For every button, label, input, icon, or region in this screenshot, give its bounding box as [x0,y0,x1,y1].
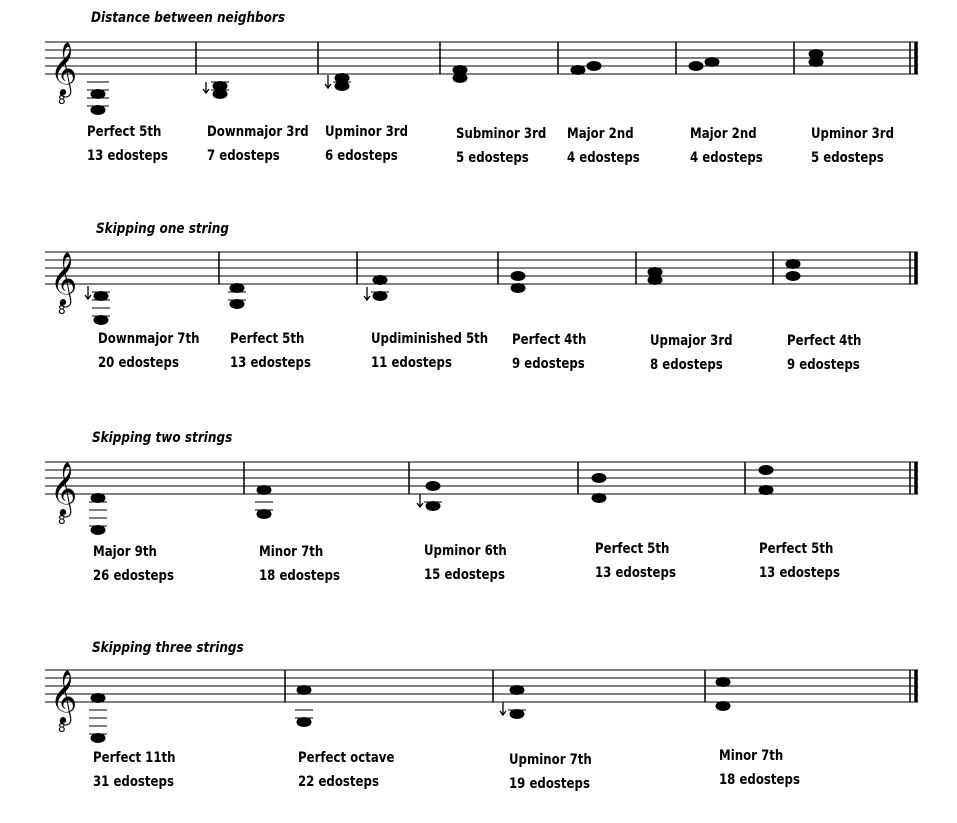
interval-label: Downmajor 7th 20 edosteps [98,331,200,371]
staff-lines [45,252,918,284]
interval-label: Upminor 6th 15 edosteps [424,543,507,583]
treble-8vb-clef-icon [50,461,77,527]
staff-2 [0,210,957,330]
svg-text:8: 8 [58,513,66,527]
svg-text:𝄞: 𝄞 [50,251,78,305]
interval-label: Perfect 5th 13 edosteps [230,331,311,371]
interval-label: Upminor 7th 19 edosteps [509,752,592,792]
interval-label: Downmajor 3rd 7 edosteps [207,124,309,164]
interval-label: Perfect 4th 9 edosteps [787,333,862,373]
interval-label: Upminor 3rd 6 edosteps [325,124,409,164]
interval-label: Minor 7th 18 edosteps [719,748,800,788]
staff-lines [45,670,918,702]
svg-text:8: 8 [58,93,66,107]
system-title: Skipping three strings [92,640,244,656]
staff-system-skip-one [0,210,957,410]
svg-text:8: 8 [58,721,66,735]
interval-label: Major 9th 26 edosteps [93,544,174,584]
treble-8vb-clef-icon [50,251,77,317]
svg-text:𝄞: 𝄞 [50,41,78,95]
interval-label: Perfect 5th 13 edosteps [759,541,840,581]
staff-lines [45,42,918,74]
note-chords [87,50,823,115]
interval-label: Updiminished 5th 11 edosteps [371,331,489,371]
note-chords [89,466,773,535]
svg-text:𝄞: 𝄞 [50,461,78,515]
svg-text:𝄞: 𝄞 [50,669,78,723]
interval-label: Perfect 4th 9 edosteps [512,332,587,372]
treble-8vb-clef-icon [50,41,77,107]
interval-label: Major 2nd 4 edosteps [567,126,640,166]
staff-system-skip-two [0,420,957,620]
staff-1 [0,0,957,120]
interval-label: Perfect octave 22 edosteps [298,750,395,790]
interval-label: Upmajor 3rd 8 edosteps [650,333,733,373]
interval-label: Subminor 3rd 5 edosteps [456,126,547,166]
staff-lines [45,462,918,494]
interval-label: Perfect 5th 13 edosteps [595,541,676,581]
interval-label: Upminor 3rd 5 edosteps [811,126,895,166]
staff-4 [0,630,957,750]
system-title: Distance between neighbors [91,10,286,26]
svg-text:8: 8 [58,303,66,317]
note-chords [85,260,800,325]
interval-label: Minor 7th 18 edosteps [259,544,340,584]
system-title: Skipping one string [96,221,229,237]
staff-system-skip-three [0,630,957,823]
interval-label: Major 2nd 4 edosteps [690,126,763,166]
system-title: Skipping two strings [92,430,233,446]
interval-label: Perfect 11th 31 edosteps [93,750,176,790]
staff-system-neighbors [0,0,957,200]
staff-3 [0,420,957,540]
interval-label: Perfect 5th 13 edosteps [87,124,168,164]
note-chords [89,678,730,743]
treble-8vb-clef-icon [50,669,77,735]
